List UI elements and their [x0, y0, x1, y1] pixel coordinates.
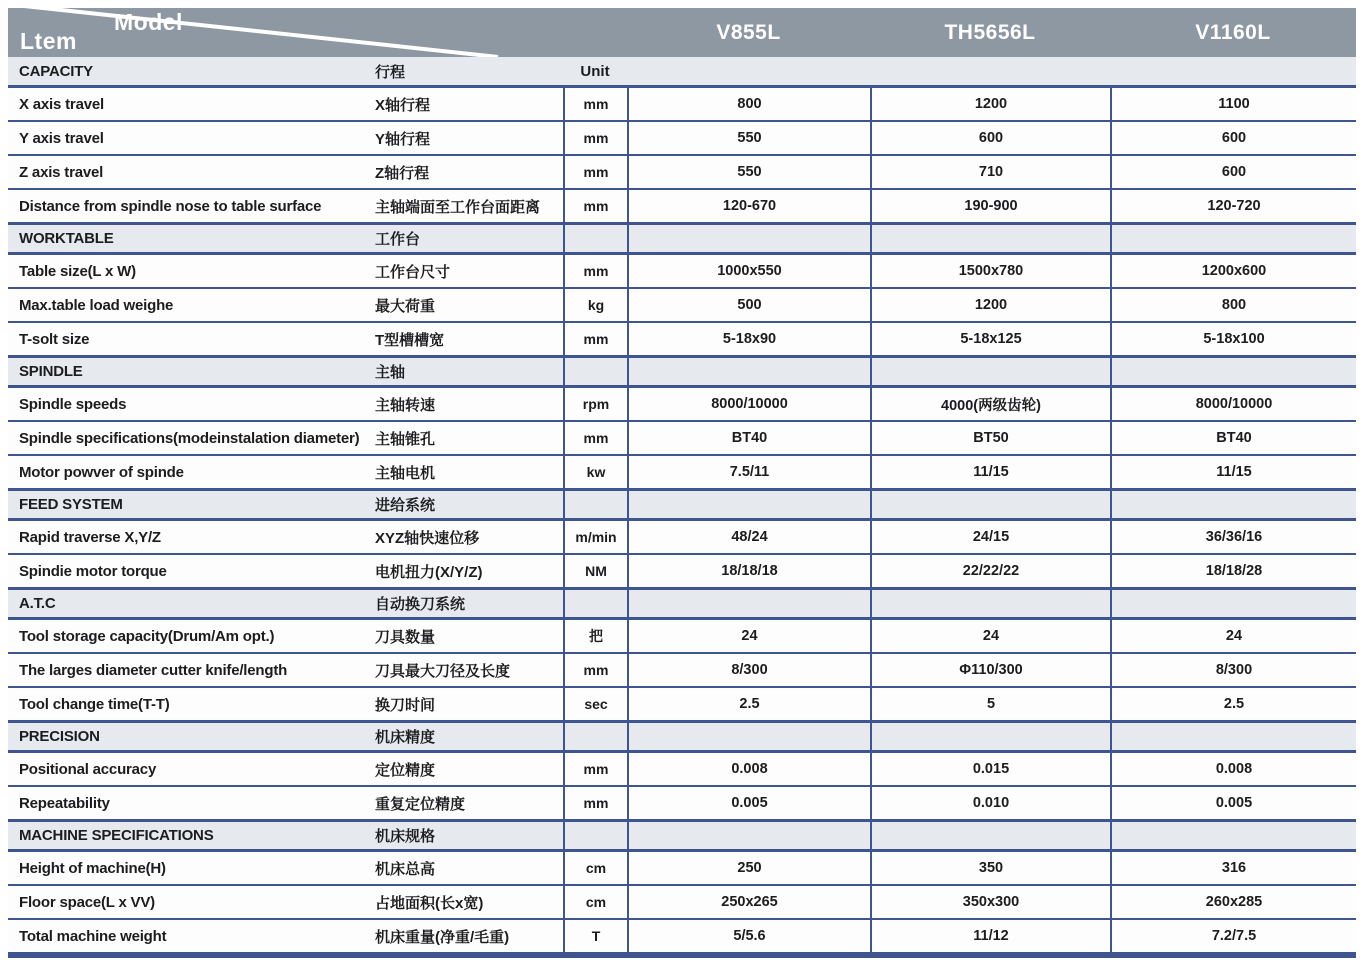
unit-column-header	[563, 590, 627, 617]
spec-value: 250x265	[627, 886, 870, 918]
section-empty-cell	[870, 723, 1110, 750]
spec-row	[8, 190, 1356, 224]
spec-value: 7.2/7.5	[1110, 920, 1356, 952]
section-title-cn: 主轴	[375, 364, 406, 381]
section-empty-cell	[627, 358, 870, 385]
section-empty-cell	[1110, 491, 1356, 518]
section-title-en: SPINDLE	[19, 363, 83, 380]
spec-value: 11/12	[870, 920, 1110, 952]
spec-value: 1100	[1110, 88, 1356, 120]
spec-value: 1200	[870, 88, 1110, 120]
section-title-cn: 工作台	[375, 231, 421, 248]
spec-value: 260x285	[1110, 886, 1356, 918]
unit-column-header	[563, 491, 627, 518]
spec-unit: mm	[563, 323, 627, 355]
spec-name-en: T-solt size	[19, 330, 90, 348]
spec-row	[8, 323, 1356, 357]
table-body	[8, 57, 1356, 954]
spec-name-cn: 占地面积(长x宽)	[375, 894, 484, 912]
spec-value: 36/36/16	[1110, 521, 1356, 553]
spec-name-en: Spindie motor torque	[19, 562, 167, 580]
spec-value: 350x300	[870, 886, 1110, 918]
section-empty-cell	[627, 822, 870, 849]
spec-value: 24	[627, 620, 870, 652]
spec-row	[8, 422, 1356, 456]
spec-name-en: Y axis travel	[19, 129, 104, 147]
spec-value: 0.005	[1110, 787, 1356, 819]
spec-value: 0.010	[870, 787, 1110, 819]
spec-value: 600	[870, 122, 1110, 154]
spec-row	[8, 388, 1356, 422]
spec-name-en: Z axis travel	[19, 163, 104, 181]
spec-row	[8, 753, 1356, 787]
section-row-feed-system	[8, 490, 1356, 521]
unit-column-header	[563, 225, 627, 252]
spec-unit: mm	[563, 255, 627, 287]
spec-unit: sec	[563, 688, 627, 720]
section-empty-cell	[870, 225, 1110, 252]
spec-row	[8, 787, 1356, 821]
section-empty-cell	[627, 723, 870, 750]
spec-value: 5-18x100	[1110, 323, 1356, 355]
spec-value: 1500x780	[870, 255, 1110, 287]
spec-name-en: Spindle specifications(modeinstalation diameter)	[19, 429, 360, 447]
section-title-en: FEED SYSTEM	[19, 496, 123, 513]
spec-value: 190-900	[870, 190, 1110, 222]
spec-name-en: Tool storage capacity(Drum/Am opt.)	[19, 627, 275, 645]
spec-value: 8/300	[1110, 654, 1356, 686]
spec-unit: mm	[563, 654, 627, 686]
section-title-en: WORKTABLE	[19, 230, 114, 247]
spec-unit: mm	[563, 156, 627, 188]
section-empty-cell	[627, 590, 870, 617]
spec-value: 800	[627, 88, 870, 120]
spec-name-cn: 定位精度	[375, 761, 436, 779]
spec-value: Φ110/300	[870, 654, 1110, 686]
section-title-cn: 进给系统	[375, 497, 436, 514]
spec-value: 18/18/18	[627, 555, 870, 587]
spec-row	[8, 688, 1356, 722]
spec-unit: NM	[563, 555, 627, 587]
spec-name-cn: 机床重量(净重/毛重)	[375, 928, 510, 946]
spec-name-cn: 换刀时间	[375, 696, 436, 714]
spec-row	[8, 920, 1356, 954]
spec-value: 0.005	[627, 787, 870, 819]
spec-name-cn: Z轴行程	[375, 164, 430, 182]
spec-value: 48/24	[627, 521, 870, 553]
section-empty-cell	[627, 57, 870, 85]
spec-row	[8, 654, 1356, 688]
spec-value: 316	[1110, 852, 1356, 884]
corner-cell	[8, 8, 627, 57]
spec-name-en: Motor powver of spinde	[19, 463, 184, 481]
spec-name-cn: 最大荷重	[375, 297, 436, 315]
section-row-precision	[8, 722, 1356, 753]
spec-row	[8, 521, 1356, 555]
section-title-cn: 自动换刀系统	[375, 596, 466, 613]
spec-name-cn: 工作台尺寸	[375, 263, 451, 281]
spec-unit: rpm	[563, 388, 627, 420]
machine-spec-table	[8, 8, 1356, 958]
spec-unit: mm	[563, 122, 627, 154]
spec-name-cn: 主轴端面至工作台面距离	[375, 198, 541, 216]
spec-unit: mm	[563, 190, 627, 222]
spec-value: BT40	[627, 422, 870, 454]
section-row-a-t-c	[8, 589, 1356, 620]
spec-value: 120-670	[627, 190, 870, 222]
spec-value: 350	[870, 852, 1110, 884]
spec-row	[8, 886, 1356, 920]
section-empty-cell	[870, 358, 1110, 385]
spec-value: 1200	[870, 289, 1110, 321]
spec-unit: mm	[563, 787, 627, 819]
spec-unit: cm	[563, 886, 627, 918]
section-row-spindle	[8, 357, 1356, 388]
spec-unit: 把	[563, 620, 627, 652]
spec-name-en: Positional accuracy	[19, 760, 157, 778]
spec-row	[8, 156, 1356, 190]
spec-name-en: Height of machine(H)	[19, 859, 166, 877]
unit-column-header	[563, 358, 627, 385]
spec-name-en: Rapid traverse X,Y/Z	[19, 528, 161, 546]
spec-value: 11/15	[1110, 456, 1356, 488]
unit-column-header	[563, 822, 627, 849]
section-title-cn: 行程	[375, 63, 406, 81]
spec-name-en: Distance from spindle nose to table surface	[19, 197, 322, 215]
spec-unit: mm	[563, 422, 627, 454]
spec-name-en: Floor space(L x VV)	[19, 893, 155, 911]
unit-column-header: Unit	[580, 62, 610, 80]
spec-name-cn: 刀具数量	[375, 628, 436, 646]
spec-value: 22/22/22	[870, 555, 1110, 587]
spec-value: 8000/10000	[1110, 388, 1356, 420]
spec-value: 600	[1110, 156, 1356, 188]
section-empty-cell	[1110, 822, 1356, 849]
spec-unit: mm	[563, 753, 627, 785]
spec-unit: kw	[563, 456, 627, 488]
spec-name-cn: 刀具最大刀径及长度	[375, 662, 511, 680]
spec-name-cn: 机床总高	[375, 860, 436, 878]
spec-value: 8/300	[627, 654, 870, 686]
spec-unit: cm	[563, 852, 627, 884]
spec-value: 500	[627, 289, 870, 321]
section-title-en: CAPACITY	[19, 62, 93, 80]
spec-value: 0.015	[870, 753, 1110, 785]
spec-unit: T	[563, 920, 627, 952]
spec-name-cn: 重复定位精度	[375, 795, 466, 813]
spec-name-en: Tool change time(T-T)	[19, 695, 170, 713]
spec-name-en: X axis travel	[19, 95, 104, 113]
spec-value: 550	[627, 122, 870, 154]
spec-value: 5-18x90	[627, 323, 870, 355]
spec-value: 8000/10000	[627, 388, 870, 420]
section-title-en: MACHINE SPECIFICATIONS	[19, 827, 214, 844]
spec-value: 550	[627, 156, 870, 188]
spec-value: 4000(两级齿轮)	[870, 388, 1110, 420]
corner-label-model: Model	[114, 9, 183, 35]
spec-value: 5/5.6	[627, 920, 870, 952]
section-row-capacity	[8, 57, 1356, 88]
spec-value: 120-720	[1110, 190, 1356, 222]
diagonal-divider	[8, 8, 627, 57]
spec-value: 24	[1110, 620, 1356, 652]
spec-name-cn: 主轴转速	[375, 396, 436, 414]
spec-value: 24	[870, 620, 1110, 652]
spec-unit: m/min	[563, 521, 627, 553]
spec-name-cn: XYZ轴快速位移	[375, 529, 480, 547]
unit-column-header	[563, 723, 627, 750]
corner-label-item: Ltem	[20, 28, 77, 54]
spec-row	[8, 456, 1356, 490]
spec-unit: mm	[563, 88, 627, 120]
spec-row	[8, 852, 1356, 886]
spec-value: 5-18x125	[870, 323, 1110, 355]
spec-value: 2.5	[1110, 688, 1356, 720]
spec-row	[8, 289, 1356, 323]
section-empty-cell	[870, 57, 1110, 85]
spec-name-cn: T型槽槽宽	[375, 331, 445, 349]
spec-value: BT50	[870, 422, 1110, 454]
spec-value: 800	[1110, 289, 1356, 321]
section-empty-cell	[1110, 358, 1356, 385]
spec-name-en: The larges diameter cutter knife/length	[19, 661, 288, 679]
spec-value: 18/18/28	[1110, 555, 1356, 587]
spec-row	[8, 88, 1356, 122]
spec-value: 11/15	[870, 456, 1110, 488]
spec-value: 7.5/11	[627, 456, 870, 488]
section-empty-cell	[1110, 57, 1356, 85]
spec-value: 0.008	[1110, 753, 1356, 785]
model-header-v1160l: V1160L	[1195, 20, 1271, 44]
spec-value: 0.008	[627, 753, 870, 785]
section-empty-cell	[1110, 225, 1356, 252]
spec-name-en: Max.table load weighe	[19, 296, 174, 314]
section-empty-cell	[870, 822, 1110, 849]
section-title-cn: 机床规格	[375, 828, 436, 845]
spec-name-en: Spindle speeds	[19, 395, 127, 413]
spec-name-en: Total machine weight	[19, 927, 167, 945]
spec-value: 1200x600	[1110, 255, 1356, 287]
spec-row	[8, 620, 1356, 654]
spec-value: 1000x550	[627, 255, 870, 287]
section-empty-cell	[1110, 723, 1356, 750]
section-row-machine-specifications	[8, 821, 1356, 852]
spec-name-en: Table size(L x W)	[19, 262, 136, 280]
section-empty-cell	[870, 491, 1110, 518]
spec-unit: kg	[563, 289, 627, 321]
spec-name-cn: X轴行程	[375, 96, 431, 114]
spec-value: 24/15	[870, 521, 1110, 553]
spec-name-cn: 主轴电机	[375, 464, 436, 482]
spec-value: 5	[870, 688, 1110, 720]
spec-value: 2.5	[627, 688, 870, 720]
section-title-en: A.T.C	[19, 595, 56, 612]
section-empty-cell	[1110, 590, 1356, 617]
spec-name-cn: 主轴锥孔	[375, 430, 436, 448]
section-empty-cell	[870, 590, 1110, 617]
section-empty-cell	[627, 491, 870, 518]
section-title-cn: 机床精度	[375, 729, 436, 746]
spec-name-cn: 电机扭力(X/Y/Z)	[375, 563, 483, 581]
model-header-th5656l: TH5656L	[944, 20, 1036, 44]
spec-name-en: Repeatability	[19, 794, 110, 812]
spec-row	[8, 122, 1356, 156]
section-title-en: PRECISION	[19, 728, 100, 745]
section-row-worktable	[8, 224, 1356, 255]
spec-row	[8, 555, 1356, 589]
spec-value: 600	[1110, 122, 1356, 154]
spec-name-cn: Y轴行程	[375, 130, 431, 148]
spec-value: 710	[870, 156, 1110, 188]
spec-value: 250	[627, 852, 870, 884]
spec-row	[8, 255, 1356, 289]
model-header-v855l: V855L	[716, 20, 781, 44]
section-empty-cell	[627, 225, 870, 252]
spec-value: BT40	[1110, 422, 1356, 454]
table-header-bar	[8, 8, 1356, 57]
